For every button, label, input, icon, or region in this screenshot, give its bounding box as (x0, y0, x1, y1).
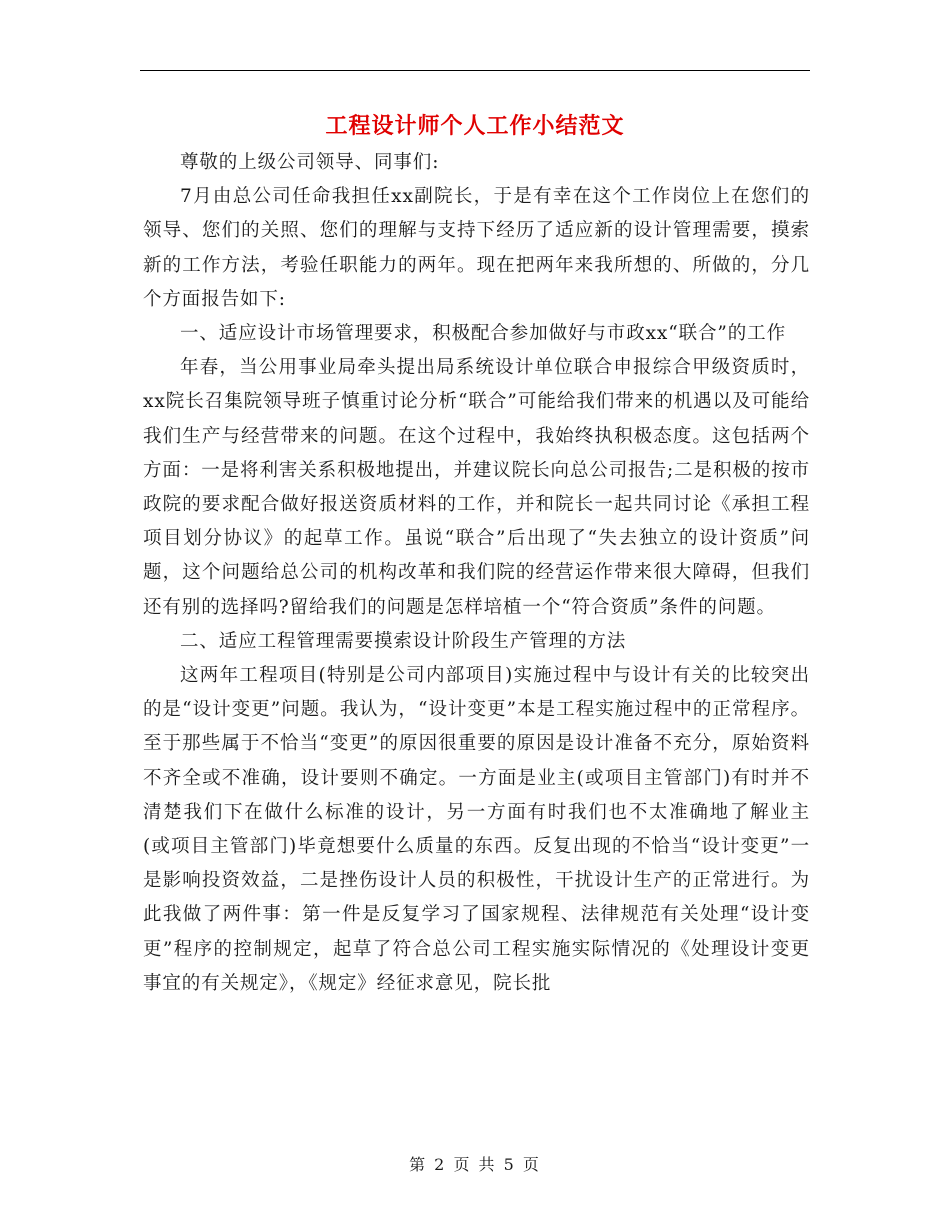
intro-paragraph: 7月由总公司任命我担任xx副院长，于是有幸在这个工作岗位上在您们的领导、您们的关照、您们的理解与支持下经历了适应新的设计管理需要，摸索新的工作方法，考验任职能力的两年。现在把两年来我所想的、所做的，分几个方面报告如下: (143, 186, 810, 310)
document-title: 工程设计师个人工作小结范文 (325, 113, 625, 139)
section-heading-2: 二、适应工程管理需要摸索设计阶段生产管理的方法 (180, 630, 627, 652)
section-2-paragraph: 这两年工程项目(特别是公司内部项目)实施过程中与设计有关的比较突出的是“设计变更”问题。我认为，“设计变更”本是工程实施过程中的正常程序。至于那些属于不恰当“变更”的原因很重要的原因是设计准备不充分，原始资料不齐全或不准确，设计要则不确定。一方面是业主(或项目主管部门)有时并不清楚我们下在做什么标准的设计，另一方面有时我们也不太准确地了解业主(或项目主管部门)毕竟想要什么质量的东西。反复出现的不恰当“设计变更”一是影响投资效益，二是挫伤设计人员的积极性，干扰设计生产的正常进行。为此我做了两件事：第一件是反复学习了国家规程、法律规范有关处理“设计变更”程序的控制规定，起草了符合总公司工程实施实际情况的《处理设计变更事宜的有关规定》，《规定》经征求意见，院长批 (143, 665, 810, 994)
section-heading-1: 一、适应设计市场管理要求，积极配合参加做好与市政xx“联合”的工作 (180, 323, 786, 345)
page-number-footer: 第 2 页 共 5 页 (409, 1155, 541, 1174)
header-rule (140, 70, 810, 71)
document-body (143, 146, 810, 1001)
section-1-paragraph: 年春，当公用事业局牵头提出局系统设计单位联合申报综合甲级资质时，xx院长召集院领导班子慎重讨论分析“联合”可能给我们带来的机遇以及可能给我们生产与经营带来的问题。在这个过程中，我始终执积极态度。这包括两个方面：一是将利害关系积极地提出，并建议院长向总公司报告;二是积极的按市政院的要求配合做好报送资质材料的工作，并和院长一起共同讨论《承担工程项目划分协议》的起草工作。虽说“联合”后出现了“失去独立的设计资质”问题，这个问题给总公司的机构改革和我们院的经营运作带来很大障碍，但我们还有别的选择吗?留给我们的问题是怎样培植一个“符合资质”条件的问题。 (143, 357, 810, 618)
salutation-paragraph: 尊敬的上级公司领导、同事们: (180, 152, 440, 173)
